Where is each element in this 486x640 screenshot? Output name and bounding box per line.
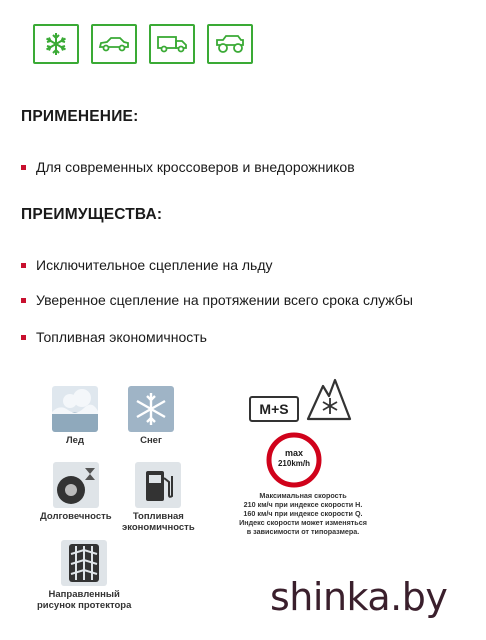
benefit-item-text: Уверенное сцепление на протяжении всего срока службы (36, 292, 413, 308)
watermark: shinka.by (270, 575, 448, 619)
tread-label-line2: рисунок протектора (37, 600, 132, 611)
suv-icon (207, 24, 253, 64)
ice-label: Лед (66, 435, 84, 446)
mountain-snowflake-icon (305, 376, 353, 422)
speed-note-line: 210 км/ч при индексе скорости H. (243, 500, 363, 509)
list-item (21, 329, 207, 345)
bullet-marker (21, 298, 26, 303)
fuel-pump-icon (135, 462, 181, 508)
bullet-marker (21, 335, 26, 340)
list-item (21, 292, 413, 308)
fuel-badge (122, 462, 195, 533)
speed-note-line: 160 км/ч при индексе скорости Q. (243, 509, 363, 518)
usage-item-text: Для современных кроссоверов и внедорожников (36, 159, 355, 175)
ms-badge: M+S (249, 396, 299, 422)
snow-badge (128, 386, 174, 446)
list-item (21, 159, 355, 175)
benefit-item-text: Исключительное сцепление на льду (36, 257, 273, 273)
snowflake-icon (128, 386, 174, 432)
speed-note-line: Индекс скорости может изменяться (239, 518, 367, 527)
speed-max: max (284, 448, 303, 458)
durability-badge (40, 462, 112, 522)
tread-badge (37, 540, 131, 611)
benefits-title: ПРЕИМУЩЕСТВА: (21, 206, 163, 223)
speed-note (218, 491, 388, 536)
tread-label (37, 589, 131, 611)
speed-value: 210km/h (277, 459, 311, 468)
list-item (21, 257, 273, 273)
benefit-item-text: Топливная экономичность (36, 329, 207, 345)
fuel-label (122, 511, 195, 533)
tread-pattern-icon (61, 540, 107, 586)
bullet-marker (21, 263, 26, 268)
car-icon (91, 24, 137, 64)
usage-title: ПРИМЕНЕНИЕ: (21, 108, 139, 125)
category-icons (33, 24, 253, 64)
truck-icon (149, 24, 195, 64)
speed-note-line: в зависимости от типоразмера. (246, 527, 360, 536)
snowflake-icon (33, 24, 79, 64)
speed-note-line: Максимальная скорость (259, 491, 347, 500)
speed-limit-sign (266, 432, 322, 488)
bullet-marker (21, 165, 26, 170)
snow-label: Снег (140, 435, 162, 446)
ice-badge (52, 386, 98, 446)
tread-label-line1: Направленный (48, 589, 120, 600)
fuel-label-line2: экономичность (122, 522, 195, 533)
tire-hourglass-icon (53, 462, 99, 508)
durability-label: Долговечность (40, 511, 112, 522)
fuel-label-line1: Топливная (132, 511, 184, 522)
ice-icon (52, 386, 98, 432)
